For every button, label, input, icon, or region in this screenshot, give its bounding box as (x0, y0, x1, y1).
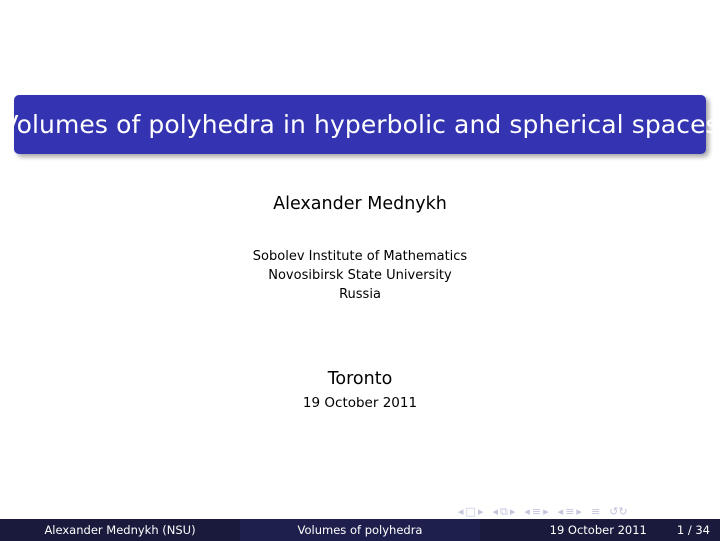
venue: Toronto (327, 369, 393, 389)
subsection-prev-icon[interactable]: ◂ (557, 505, 564, 518)
slide-title: Volumes of polyhedra in hyperbolic and spherical spaces (1, 110, 719, 139)
beamer-navigation (458, 505, 718, 519)
footer-date-page (480, 519, 720, 541)
footer-date: 19 October 2011 (549, 523, 647, 537)
presentation-date: 19 October 2011 (302, 395, 418, 411)
frame-next-icon[interactable]: ▸ (477, 505, 484, 518)
footer-author: Alexander Mednykh (NSU) (0, 519, 240, 541)
subsection-next-icon[interactable]: ▸ (509, 505, 516, 518)
search-icon[interactable]: ↺↻ (609, 505, 628, 518)
footer-title: Volumes of polyhedra (240, 519, 480, 541)
subsection-icon[interactable]: ⧉ (500, 505, 508, 518)
subsection-next-icon[interactable]: ▸ (576, 505, 582, 518)
institution-line: Sobolev Institute of Mathematics (252, 249, 468, 264)
subsection-prev-icon[interactable]: ◂ (492, 505, 498, 518)
page-number: 1 / 34 (676, 523, 710, 537)
section-icon[interactable]: ≡ (531, 505, 542, 518)
section-next-icon[interactable]: ▸ (543, 505, 549, 518)
author-name: Alexander Mednykh (273, 194, 447, 214)
institution-line: Russia (339, 287, 381, 302)
section-prev-icon[interactable]: ◂ (524, 505, 530, 518)
institution-line: Novosibirsk State University (268, 268, 452, 283)
title-box (1, 95, 719, 154)
align-icon[interactable]: ≡ (590, 505, 601, 518)
subsection-icon[interactable]: ≡ (565, 505, 575, 518)
frame-icon[interactable]: □ (465, 505, 476, 518)
footer-bar (0, 519, 720, 541)
frame-prev-icon[interactable]: ◂ (458, 505, 464, 518)
institutions (0, 247, 720, 304)
